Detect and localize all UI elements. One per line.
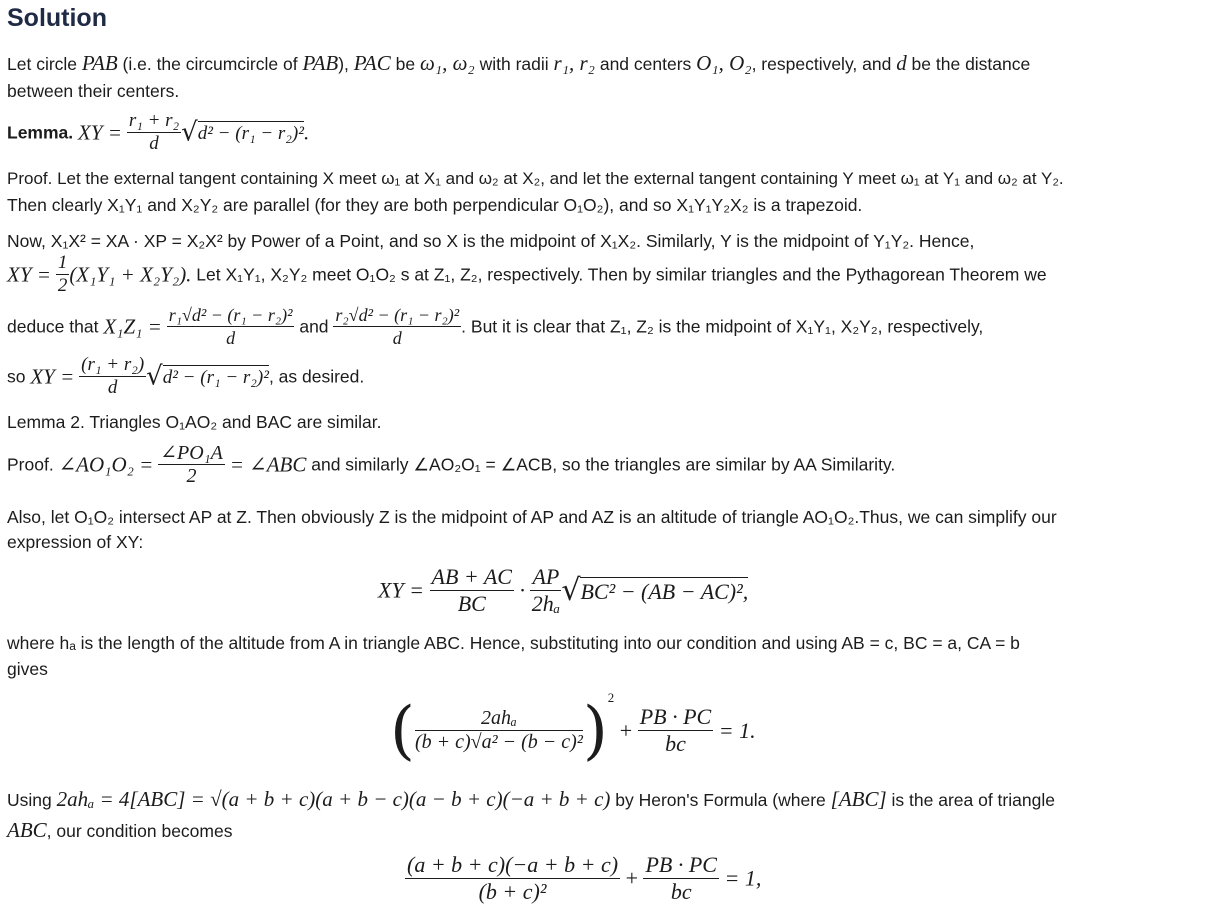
- fraction-denominator: 2: [186, 465, 197, 487]
- also-line-2: expression of XY:: [7, 532, 144, 552]
- fraction-denominator: (b + c)²: [478, 879, 547, 904]
- sqrt-sign: √: [181, 117, 198, 148]
- fraction-denominator: (b + c)√a² − (b − c)²: [414, 731, 583, 754]
- where-line-2: gives: [7, 659, 48, 679]
- fraction-numerator: (r₁ + r₂): [81, 354, 145, 375]
- triangle-abc: ABC: [7, 818, 47, 842]
- fraction-numerator: PB · PC: [639, 704, 712, 730]
- intro-line-1: [7, 52, 1030, 75]
- eq2-rhs: = 1.: [718, 717, 756, 743]
- fraction-denominator: BC: [457, 591, 486, 616]
- fraction-numerator: ∠PO₁A: [160, 442, 223, 464]
- lemma-radicand: d² − (r₁ − r₂)²: [197, 122, 304, 144]
- fraction-denominator: 2hₐ: [531, 591, 561, 616]
- equation-condition: [390, 690, 756, 768]
- xy-radicand: d² − (r₁ − r₂)²: [162, 366, 269, 388]
- fraction-numerator: 1: [57, 252, 68, 273]
- eq3-fraction: [405, 852, 620, 905]
- eq-fraction-2: [530, 564, 561, 617]
- proof-text: and: [294, 316, 334, 337]
- lemma-2: Lemma 2. Triangles O₁AO₂ and BAC are similar.: [7, 412, 382, 432]
- math-pab: PAB: [302, 51, 339, 75]
- sqrt-sign: √: [146, 361, 163, 392]
- math-radii: r₁, r₂: [553, 51, 595, 75]
- intro-text: and centers: [594, 54, 697, 74]
- half-fraction: [56, 252, 70, 297]
- angle-rhs: = ∠ABC: [229, 452, 307, 477]
- intro-text: be: [390, 54, 420, 74]
- fraction-denominator: d: [226, 328, 236, 348]
- intro-line-2: between their centers.: [7, 81, 180, 101]
- fraction-denominator: bc: [665, 731, 686, 757]
- eq2-fraction-2: [638, 704, 714, 757]
- eq3-fraction-2: [643, 852, 719, 905]
- heron-math: 2ahₐ = 4[ABC] = √(a + b + c)(a + b − c)(a − b + c)(−a + b + c): [56, 787, 611, 811]
- proof-text: and similarly ∠AO₂O₁ = ∠ACB, so the triangles are similar by AA Similarity.: [306, 454, 896, 475]
- angle-fraction: [158, 442, 225, 487]
- proof-2: [7, 442, 895, 487]
- intro-text: , respectively, and: [751, 54, 897, 74]
- fraction-numerator: (a + b + c)(−a + b + c): [407, 852, 619, 877]
- using-text: Using: [7, 790, 57, 810]
- x1z1-fraction: [167, 304, 295, 349]
- fraction-numerator: AP: [532, 564, 560, 589]
- using-text: by Heron's Formula (where: [610, 790, 831, 810]
- fraction-numerator: PB · PC: [645, 852, 717, 877]
- math-centers: O₁, O₂: [696, 51, 752, 75]
- proof-text: deduce that: [7, 316, 104, 337]
- eq2-plus: +: [619, 717, 633, 743]
- fraction-denominator: d: [392, 328, 402, 348]
- equation-final: [405, 852, 761, 905]
- intro-text: (i.e. the circumcircle of: [117, 54, 303, 74]
- eq-lhs: XY =: [378, 577, 425, 603]
- right-paren: ): [582, 693, 608, 768]
- xy-lhs: XY =: [30, 364, 75, 389]
- lemma-1: [7, 110, 309, 155]
- proof-line-5: [7, 304, 983, 349]
- left-paren: (: [390, 693, 415, 768]
- x2z2-fraction: [333, 304, 461, 349]
- angle-lhs: ∠AO₁O₂ =: [58, 452, 154, 477]
- fraction-numerator: r₁ + r₂: [128, 110, 180, 131]
- using-line-1: [7, 788, 1055, 811]
- eq-fraction-1: [430, 564, 514, 617]
- eq-radicand: BC² − (AB − AC)²,: [580, 578, 749, 604]
- solution-heading: Solution: [7, 4, 107, 32]
- eq-dot: ·: [519, 577, 525, 603]
- intro-text: ),: [338, 54, 354, 74]
- eq2-exponent: 2: [607, 690, 615, 705]
- intro-text: be the distance: [906, 54, 1031, 74]
- eq3-plus: +: [625, 865, 638, 891]
- proof-line-1: Proof. Let the external tangent containing X meet ω₁ at X₁ and ω₂ at X₂, and let the external tangent containing Y meet ω₁ at Y₁ and ω₂ at Y₂.: [7, 169, 1064, 188]
- math-pac: PAC: [353, 51, 391, 75]
- fraction-denominator: 2: [57, 275, 68, 296]
- equation-xy: [378, 564, 748, 617]
- fraction-numerator: r₂√d² − (r₁ − r₂)²: [335, 305, 460, 325]
- using-text: , our condition becomes: [46, 821, 233, 841]
- also-line-1: Also, let O₁O₂ intersect AP at Z. Then obviously Z is the midpoint of AP and AZ is an altitude of triangle AO₁O₂.Thus, we can simplify our: [7, 507, 1057, 527]
- eq2-fraction: [415, 707, 583, 754]
- lemma-end: .: [303, 120, 310, 145]
- math-d: d: [896, 51, 907, 75]
- proof-text: , as desired.: [268, 366, 365, 387]
- proof-line-4: [7, 252, 1047, 297]
- eq3-rhs: = 1,: [724, 865, 762, 891]
- fraction-denominator: bc: [670, 879, 692, 904]
- fraction-numerator: r₁√d² − (r₁ − r₂)²: [168, 305, 293, 325]
- proof-line-2: Then clearly X₁Y₁ and X₂Y₂ are parallel (for they are both perpendicular O₁O₂), and so X₁Y₁Y₂X₂ is a trapezoid.: [7, 195, 863, 215]
- fraction-numerator: AB + AC: [431, 564, 512, 589]
- math-pab: PAB: [81, 51, 118, 75]
- where-line-1: where hₐ is the length of the altitude from A in triangle ABC. Hence, substituting into our condition and using AB = c, BC = a, CA = b: [7, 633, 1020, 653]
- using-text: is the area of triangle: [886, 790, 1055, 810]
- intro-text: with radii: [474, 54, 554, 74]
- math-omegas: ω₁, ω₂: [419, 51, 475, 75]
- lemma-lhs: XY =: [78, 120, 122, 145]
- using-line-2: [7, 819, 232, 842]
- xy-expression: (X₁Y₁ + X₂Y₂).: [69, 262, 192, 287]
- sqrt-sign: √: [561, 573, 581, 608]
- proof-line-3: Now, X₁X² = XA · XP = X₂X² by Power of a Point, and so X is the midpoint of X₁X₂. Similarly, Y is the midpoint of Y₁Y₂. Hence,: [7, 231, 975, 251]
- lemma-label: Lemma.: [7, 122, 74, 143]
- lemma-fraction: [127, 110, 181, 155]
- fraction-numerator: 2ahₐ: [415, 707, 583, 731]
- intro-text: Let circle: [7, 54, 82, 74]
- proof-text: Proof.: [7, 454, 59, 475]
- area-abc: [ABC]: [830, 787, 887, 811]
- proof-text: so: [7, 366, 31, 387]
- fraction-denominator: d: [149, 133, 159, 154]
- proof-text: . But it is clear that Z₁, Z₂ is the midpoint of X₁Y₁, X₂Y₂, respectively,: [461, 316, 984, 337]
- xy-lhs: XY =: [7, 262, 51, 287]
- fraction-denominator: d: [107, 377, 118, 398]
- proof-line-6: [7, 354, 364, 399]
- proof-text: Let X₁Y₁, X₂Y₂ meet O₁O₂ s at Z₁, Z₂, respectively. Then by similar triangles and the Pythagorean Theorem we: [191, 264, 1047, 285]
- x1z1-lhs: X₁Z₁ =: [103, 314, 162, 339]
- xy-fraction: [79, 354, 146, 399]
